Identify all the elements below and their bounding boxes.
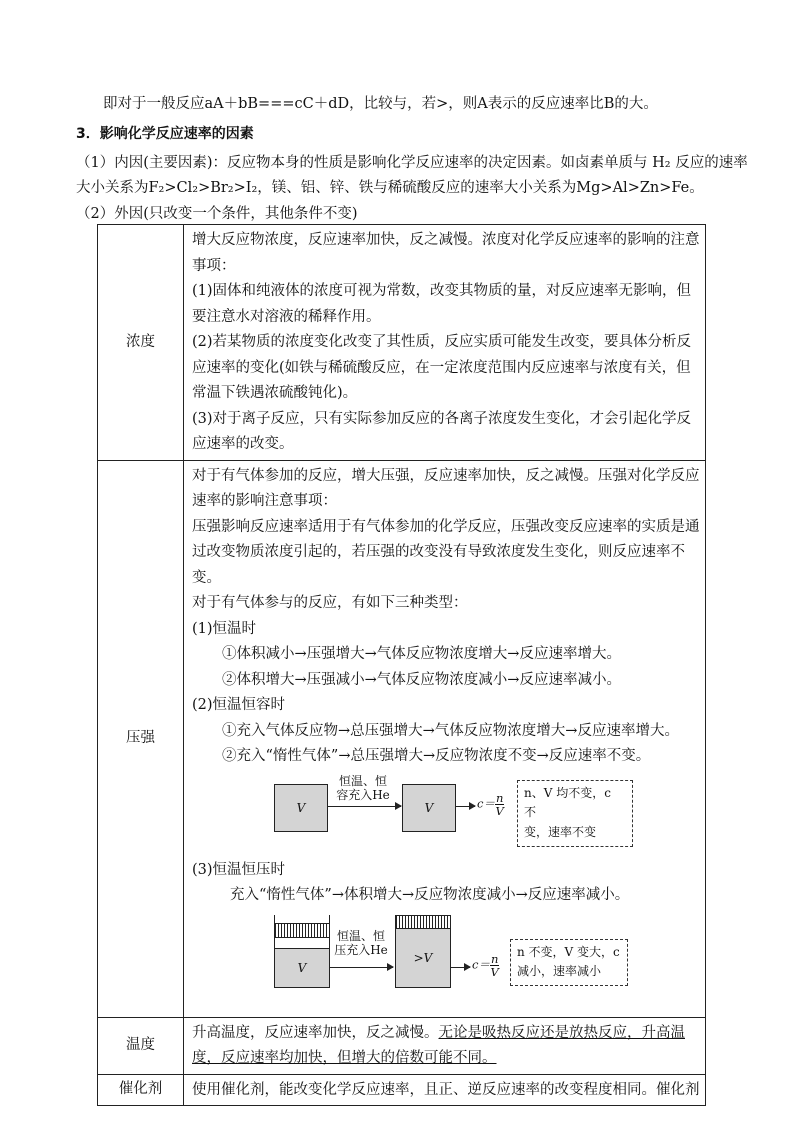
label-pressure: 压强 [98,460,184,1017]
note-line-1: n 不变，V 变大，c [517,944,620,959]
pressure-type2-title: (2)恒温恒容时 [192,697,286,713]
concentration-formula [477,792,504,817]
container-before: V [274,948,330,988]
label-temperature: 温度 [98,1017,184,1074]
formula-numerator: n [495,790,504,805]
section-heading: 3．影响化学反应速率的因素 [76,126,254,142]
container-before: V [274,784,328,832]
label-concentration: 浓度 [98,225,184,461]
content-temperature [184,1017,706,1074]
temperature-underline-1: 无论是吸热反应还是放热反应，升高温 [438,1024,685,1041]
formula-denominator: V [495,803,504,818]
pressure-type3-a: 充入“惰性气体”→体积增大→反应物浓度减小→反应速率减小。 [230,887,630,903]
external-factor-intro: （2）外因(只改变一个条件，其他条件不变) [76,206,358,222]
formula-lhs: c＝ [472,957,490,972]
arrow-icon [327,806,401,807]
content-pressure [184,460,706,1017]
constant-pressure-diagram [192,915,700,1011]
pressure-type1-b: ②体积增大→压强减小→气体反应物浓度减小→反应速率减小。 [222,671,621,688]
concentration-p3: (3)对于离子反应，只有实际参加反应的各离子浓度发生变化，才会引起化学反应速率的改变。 [192,410,692,452]
pressure-type2-b: ②充入“惰性气体”→总压强增大→反应物浓度不变→反应速率不变。 [222,748,651,764]
note-line-2: 变，速率不变 [524,825,597,840]
pressure-type2-a: ①充入气体反应物→总压强增大→气体反应物浓度增大→反应速率增大。 [222,722,679,739]
arrow-icon [455,806,475,807]
arrow-label [328,929,394,958]
temperature-plain: 升高温度，反应速率加快，反之减慢。 [192,1024,439,1041]
catalyst-p0: 使用催化剂，能改变化学反应速率，且正、逆反应速率的改变程度相同。催化剂 [192,1081,700,1098]
row-pressure [98,460,706,1017]
note-line-2: 减小，速率减小 [517,964,602,979]
pressure-p0: 对于有气体参加的反应，增大压强，反应速率加快，反之减慢。压强对化学反应速率的影响注意事项： [192,467,700,509]
cylinder-rim-before [274,915,330,923]
arrow-label [328,774,398,803]
note-box [517,780,633,847]
arrow-label-line-1: 恒温、恒 [338,773,387,788]
factors-table [97,224,706,1106]
pressure-type1-a: ①体积减小→压强增大→气体反应物浓度增大→反应速率增大。 [222,646,621,662]
pressure-type1-title: (1)恒温时 [192,620,257,637]
row-concentration [98,225,706,461]
arrow-icon [329,967,393,968]
temperature-underline-2: 度，反应速率均加快 [192,1050,323,1066]
formula-denominator: V [490,964,499,979]
formula-lhs: c＝ [477,796,495,811]
arrow-icon [450,967,470,968]
internal-factor-line-2: 大小关系为F₂>Cl₂>Br₂>I₂，镁、铝、锌、铁与稀硫酸反应的速率大小关系为Mg>Al>Zn>Fe。 [76,180,704,196]
internal-factor-line-1: （1）内因(主要因素)：反应物本身的性质是影响化学反应速率的决定因素。如卤素单质与 H₂ 反应的速率 [76,155,748,171]
note-box [510,939,628,987]
arrow-label-line-1: 恒温、恒 [336,928,385,943]
pressure-p2: 对于有气体参与的反应，有如下三种类型： [192,595,468,611]
concentration-p2: (2)若某物质的浓度变化改变了其性质，反应实质可能发生改变，要具体分析反应速率的变化(如铁与稀硫酸反应，在一定浓度范围内反应速率与浓度有关，但常温下铁遇浓硫酸钝化)。 [192,334,692,401]
pressure-p1: 压强影响反应速率适用于有气体参加的化学反应，压强改变反应速率的实质是通过改变物质浓度引起的，若压强的改变没有导致浓度发生变化，则反应速率不变。 [192,518,700,586]
container-after: >V [395,928,451,988]
temperature-tail: ，但增大的倍数可能不同。 [322,1050,497,1066]
content-catalyst [184,1074,706,1106]
arrow-label-line-2: 压充入He [334,942,388,957]
label-catalyst: 催化剂 [98,1074,184,1106]
cylinder-wall-before [274,936,330,948]
constant-volume-diagram [192,773,700,854]
arrow-label-line-2: 容充入He [336,787,390,802]
row-catalyst [98,1074,706,1106]
pressure-type3-title: (3)恒温恒压时 [192,861,286,878]
intro-line: 即对于一般反应aA＋bB===cC＋dD，比较与，若>，则A表示的反应速率比B的大。 [103,96,658,112]
note-line-1: n、V 均不变，c 不 [524,785,611,820]
concentration-p0: 增大反应物浓度，反应速率加快，反之减慢。浓度对化学反应速率的影响的注意事项： [192,232,700,274]
concentration-p1: (1)固体和纯液体的浓度可视为常数，改变其物质的量，对反应速率无影响，但要注意水对溶液的稀释作用。 [192,283,692,325]
row-temperature [98,1017,706,1074]
concentration-formula [472,953,499,978]
content-concentration [184,225,706,461]
formula-numerator: n [490,951,499,966]
container-after: V [402,784,456,832]
